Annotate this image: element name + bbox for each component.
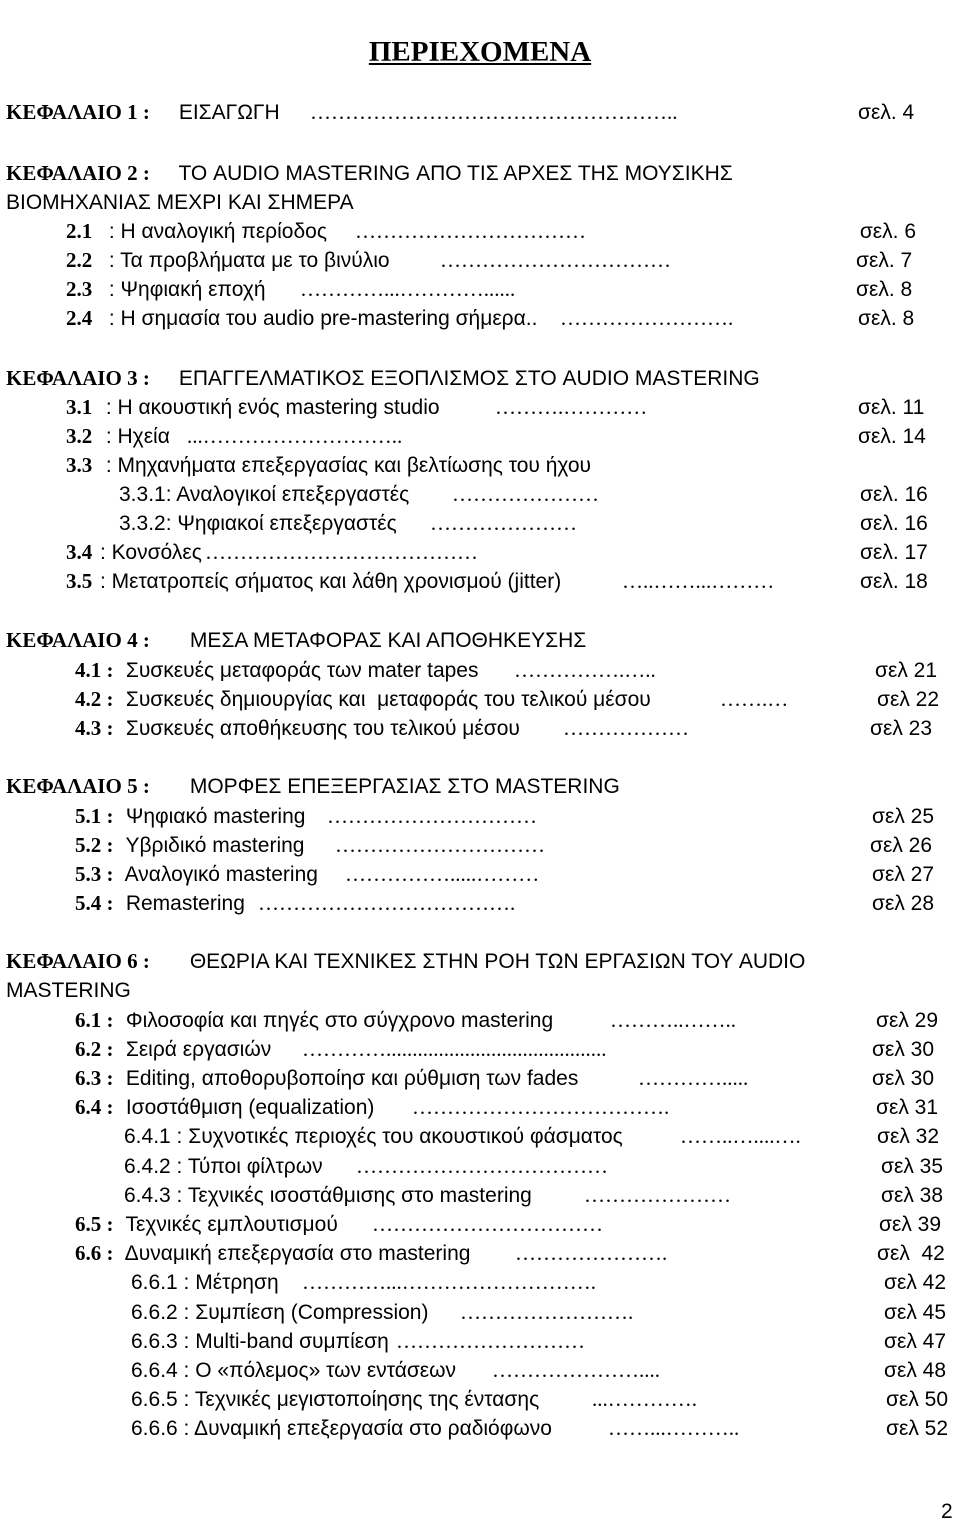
section-number: 6.6 :: [75, 1241, 114, 1265]
page-ref: σελ 42: [877, 1242, 945, 1265]
page-ref: σελ 39: [879, 1213, 942, 1236]
section-title: Συσκευές δημιουργίας και μεταφοράς του τελικού μέσου: [120, 688, 651, 711]
page-ref: σελ. 14: [858, 425, 926, 448]
section-number: 3.4: [66, 540, 93, 564]
dot-leader: ……...………..: [608, 1416, 740, 1440]
toc-section-6-4: [0, 1093, 960, 1122]
section-title: : Κονσόλες: [100, 541, 202, 564]
section-title: Δυναμική επεξεργασία στο mastering: [120, 1242, 471, 1265]
toc-subsection-6-4-2: [0, 1152, 960, 1181]
toc-section-4-3: [0, 714, 960, 743]
chapter-title: MASTERING: [6, 979, 131, 1002]
dot-leader: …………...…………......: [300, 277, 516, 301]
section-title: Τεχνικές εμπλουτισμού: [120, 1213, 338, 1236]
page-ref: σελ. 17: [860, 541, 928, 564]
section-title: : Μετατροπείς σήματος και λάθη χρονισμού (jitter): [100, 570, 562, 593]
toc-subsection-3-3-2: [0, 509, 960, 538]
chapter-number: ΚΕΦΑΛΑΙΟ 5 :: [6, 774, 150, 798]
section-title: Ψηφιακό mastering: [120, 805, 306, 828]
section-number: 6.4 :: [75, 1095, 114, 1119]
page-ref: σελ 42: [884, 1271, 947, 1294]
dot-leader: …………………: [452, 482, 599, 506]
section-title: : Η σημασία του audio pre-mastering σήμερα..: [103, 307, 538, 330]
section-number: 2.2: [66, 248, 93, 272]
section-title: Φιλοσοφία και πηγές στο σύγχρονο mastering: [120, 1009, 554, 1032]
page-ref: σελ 52: [886, 1417, 949, 1440]
toc-section-6-1: [0, 1006, 960, 1035]
chapter-title: ΕΙΣΑΓΩΓΗ: [173, 101, 280, 124]
chapter-title: ΒΙΟΜΗΧΑΝΙΑΣ ΜΕΧΡΙ ΚΑΙ ΣΗΜΕΡΑ: [6, 191, 354, 214]
dot-leader: …………...……………………….: [302, 1270, 596, 1294]
dot-leader: …………………………: [335, 833, 545, 857]
page-ref: σελ 23: [870, 717, 933, 740]
page-ref: σελ. 8: [858, 307, 915, 330]
toc-chapter-6-cont: [0, 976, 960, 1005]
subsection-title: 6.6.6 : Δυναμική επεξεργασία στο ραδιόφωνο: [131, 1417, 552, 1440]
toc-section-6-2: [0, 1035, 960, 1064]
toc-section-2-4: [0, 304, 960, 333]
dot-leader: ……………………………: [355, 219, 586, 243]
section-title: Αναλογικό mastering: [120, 863, 318, 886]
page-ref: σελ. 16: [860, 512, 928, 535]
toc-subsection-6-6-2: [0, 1298, 960, 1327]
chapter-title: ΘΕΩΡΙΑ ΚΑΙ ΤΕΧΝΙΚΕΣ ΣΤΗΝ ΡΟΗ ΤΩΝ ΕΡΓΑΣΙΩΝ ΤΟΥ AUDIO: [184, 950, 806, 973]
dot-leader: …………….....………: [345, 862, 540, 886]
page-ref: σελ 38: [881, 1184, 944, 1207]
section-number: 5.1 :: [75, 804, 114, 828]
section-number: 4.1 :: [75, 658, 114, 682]
section-title: Remastering: [120, 892, 245, 915]
subsection-title: 6.6.2 : Συμπίεση (Compression): [131, 1301, 429, 1324]
section-title: Σειρά εργασιών: [120, 1038, 272, 1061]
subsection-title: 6.6.5 : Τεχνικές μεγιστοποίησης της έντασης: [131, 1388, 540, 1411]
subsection-title: 6.6.1 : Μέτρηση: [131, 1271, 279, 1294]
page-ref: σελ. 6: [854, 220, 917, 243]
dot-leader: ………….....: [638, 1066, 749, 1090]
toc-section-4-2: [0, 685, 960, 714]
page-ref: σελ. 11: [858, 396, 925, 419]
section-title: : Ηχεία: [100, 425, 170, 448]
toc-section-2-3: [0, 275, 960, 304]
subsection-title: 6.4.2 : Τύποι φίλτρων: [124, 1155, 323, 1178]
dot-leader: ……….…………: [495, 395, 648, 419]
section-title: Υβριδικό mastering: [120, 834, 305, 857]
dot-leader: …………………………: [327, 804, 537, 828]
dot-leader: ………………………: [396, 1329, 585, 1353]
page-ref: σελ 27: [872, 863, 935, 886]
dot-leader: …………………….: [560, 306, 734, 330]
toc-section-3-5: [0, 567, 960, 596]
toc-section-6-6: [0, 1239, 960, 1268]
toc-section-2-2: [0, 246, 960, 275]
subsection-title: 6.4.3 : Τεχνικές ισοστάθμισης στο mastering: [124, 1184, 532, 1207]
section-title: : Η αναλογική περίοδος: [103, 220, 327, 243]
section-number: 5.2 :: [75, 833, 114, 857]
toc-chapter-3: [0, 364, 960, 393]
page-ref: σελ 25: [872, 805, 935, 828]
dot-leader: …………..........................................: [302, 1037, 607, 1061]
toc-section-5-2: [0, 831, 960, 860]
toc-section-3-3: [0, 451, 960, 480]
dot-leader: …………………………………: [205, 540, 478, 564]
toc-section-6-3: [0, 1064, 960, 1093]
subsection-title: 6.6.3 : Multi-band συμπίεση: [131, 1330, 389, 1353]
dot-leader: ……………………………: [372, 1212, 603, 1236]
toc-subsection-6-6-6: [0, 1414, 960, 1443]
section-title: : Τα προβλήματα με το βινύλιο: [103, 249, 390, 272]
dot-leader: ………………………………: [356, 1154, 608, 1178]
dot-leader: ………………: [563, 716, 689, 740]
page-ref: σελ 32: [877, 1125, 940, 1148]
section-number: 3.5: [66, 569, 93, 593]
chapter-title: ΤΟ AUDIO MASTERING ΑΠΟ ΤΙΣ ΑΡΧΕΣ ΤΗΣ ΜΟΥΣΙΚΗΣ: [173, 162, 733, 185]
dot-leader: ……………………………………………..: [310, 100, 678, 124]
toc-section-2-1: [0, 217, 960, 246]
toc-subsection-6-6-4: [0, 1356, 960, 1385]
dot-leader: ……………………………….: [258, 891, 516, 915]
dot-leader: ………………….: [515, 1241, 668, 1265]
chapter-title: ΜΕΣΑ ΜΕΤΑΦΟΡΑΣ ΚΑΙ ΑΠΟΘΗΚΕΥΣΗΣ: [184, 629, 587, 652]
toc-subsection-6-4-1: [0, 1122, 960, 1151]
section-title: Συσκευές μεταφοράς των mater tapes: [120, 659, 479, 682]
toc-subsection-3-3-1: [0, 480, 960, 509]
page-ref: σελ 28: [872, 892, 935, 915]
section-title: Editing, αποθορυβοποίησ και ρύθμιση των fades: [120, 1067, 579, 1090]
page-ref: σελ 21: [875, 659, 938, 682]
page-ref: σελ 22: [877, 688, 940, 711]
section-number: 3.3: [66, 453, 93, 477]
section-number: 2.1: [66, 219, 93, 243]
dot-leader: ……………………………: [440, 248, 671, 272]
page-number: 2: [941, 1500, 953, 1523]
toc-section-5-1: [0, 802, 960, 831]
subsection-title: 3.3.1: Αναλογικοί επεξεργαστές: [119, 483, 410, 506]
dot-leader: …………………....: [492, 1358, 660, 1382]
toc-chapter-2: [0, 159, 960, 188]
page-title: ΠΕΡΙΕΧΟΜΕΝΑ: [368, 36, 592, 68]
section-number: 6.3 :: [75, 1066, 114, 1090]
page-ref: σελ 35: [881, 1155, 944, 1178]
dot-leader: …………………….: [460, 1300, 634, 1324]
dot-leader: …..……...………: [622, 569, 775, 593]
dot-leader: …………….…..: [514, 658, 656, 682]
page-ref: σελ. 18: [860, 570, 928, 593]
section-number: 6.5 :: [75, 1212, 114, 1236]
section-number: 5.3 :: [75, 862, 114, 886]
toc-section-4-1: [0, 656, 960, 685]
section-title: : Η ακουστική ενός mastering studio: [100, 396, 440, 419]
page-ref: σελ 30: [872, 1067, 935, 1090]
chapter-number: ΚΕΦΑΛΑΙΟ 4 :: [6, 628, 150, 652]
chapter-number: ΚΕΦΑΛΑΙΟ 3 :: [6, 366, 150, 390]
dot-leader: ………..……..: [610, 1008, 736, 1032]
toc-section-3-2: [0, 422, 960, 451]
subsection-title: 3.3.2: Ψηφιακοί επεξεργαστές: [119, 512, 397, 535]
page-ref: σελ 26: [870, 834, 933, 857]
chapter-title: ΜΟΡΦΕΣ ΕΠΕΞΕΡΓΑΣΙΑΣ ΣΤΟ MASTERING: [184, 775, 620, 798]
toc-section-6-5: [0, 1210, 960, 1239]
dot-leader: ……..…....….: [680, 1124, 801, 1148]
page-ref: σελ 31: [876, 1096, 939, 1119]
section-number: 4.3 :: [75, 716, 114, 740]
toc-section-3-1: [0, 393, 960, 422]
page-ref: σελ 48: [884, 1359, 947, 1382]
section-title: : Μηχανήματα επεξεργασίας και βελτίωσης του ήχου: [100, 454, 592, 477]
dot-leader: …………………: [430, 511, 577, 535]
subsection-title: 6.6.4 : Ο «πόλεμος» των εντάσεων: [131, 1359, 457, 1382]
toc-chapter-4: [0, 626, 960, 655]
toc-chapter-5: [0, 772, 960, 801]
dot-leader: …………………: [584, 1183, 731, 1207]
page-ref: σελ. 4: [858, 101, 915, 124]
chapter-title: ΕΠΑΓΓΕΛΜΑΤΙΚΟΣ ΕΞΟΠΛΙΣΜΟΣ ΣΤΟ AUDIO MASTERING: [173, 367, 760, 390]
page-ref: σελ 30: [872, 1038, 935, 1061]
page-ref: σελ. 16: [860, 483, 928, 506]
toc-subsection-6-6-1: [0, 1268, 960, 1297]
dot-leader: ...………….: [592, 1387, 697, 1411]
toc-subsection-6-6-5: [0, 1385, 960, 1414]
section-number: 6.1 :: [75, 1008, 114, 1032]
section-number: 3.1: [66, 395, 93, 419]
page-ref: σελ 29: [876, 1009, 939, 1032]
dot-leader: ...………………………..: [187, 424, 403, 448]
chapter-number: ΚΕΦΑΛΑΙΟ 6 :: [6, 949, 150, 973]
dot-leader: …….…: [720, 687, 789, 711]
section-title: Συσκευές αποθήκευσης του τελικού μέσου: [120, 717, 520, 740]
chapter-number: ΚΕΦΑΛΑΙΟ 2 :: [6, 161, 150, 185]
toc-chapter-1: [0, 98, 960, 127]
section-title: : Ψηφιακή εποχή: [103, 278, 266, 301]
page-ref: σελ 50: [886, 1388, 949, 1411]
subsection-title: 6.4.1 : Συχνοτικές περιοχές του ακουστικού φάσματος: [124, 1125, 623, 1148]
page-ref: σελ. 7: [856, 249, 913, 272]
section-number: 2.3: [66, 277, 93, 301]
toc-subsection-6-6-3: [0, 1327, 960, 1356]
page-ref: σελ 45: [884, 1301, 947, 1324]
chapter-number: ΚΕΦΑΛΑΙΟ 1 :: [6, 100, 150, 124]
section-title: Ισοστάθμιση (equalization): [120, 1096, 375, 1119]
page-ref: σελ 47: [884, 1330, 947, 1353]
toc-section-5-3: [0, 860, 960, 889]
section-number: 5.4 :: [75, 891, 114, 915]
toc-chapter-2-cont: [0, 188, 960, 217]
section-number: 4.2 :: [75, 687, 114, 711]
dot-leader: ……………………………….: [412, 1095, 670, 1119]
toc-section-5-4: [0, 889, 960, 918]
section-number: 2.4: [66, 306, 93, 330]
page-ref: σελ. 8: [856, 278, 913, 301]
toc-chapter-6: [0, 947, 960, 976]
toc-subsection-6-4-3: [0, 1181, 960, 1210]
section-number: 6.2 :: [75, 1037, 114, 1061]
toc-section-3-4: [0, 538, 960, 567]
section-number: 3.2: [66, 424, 93, 448]
